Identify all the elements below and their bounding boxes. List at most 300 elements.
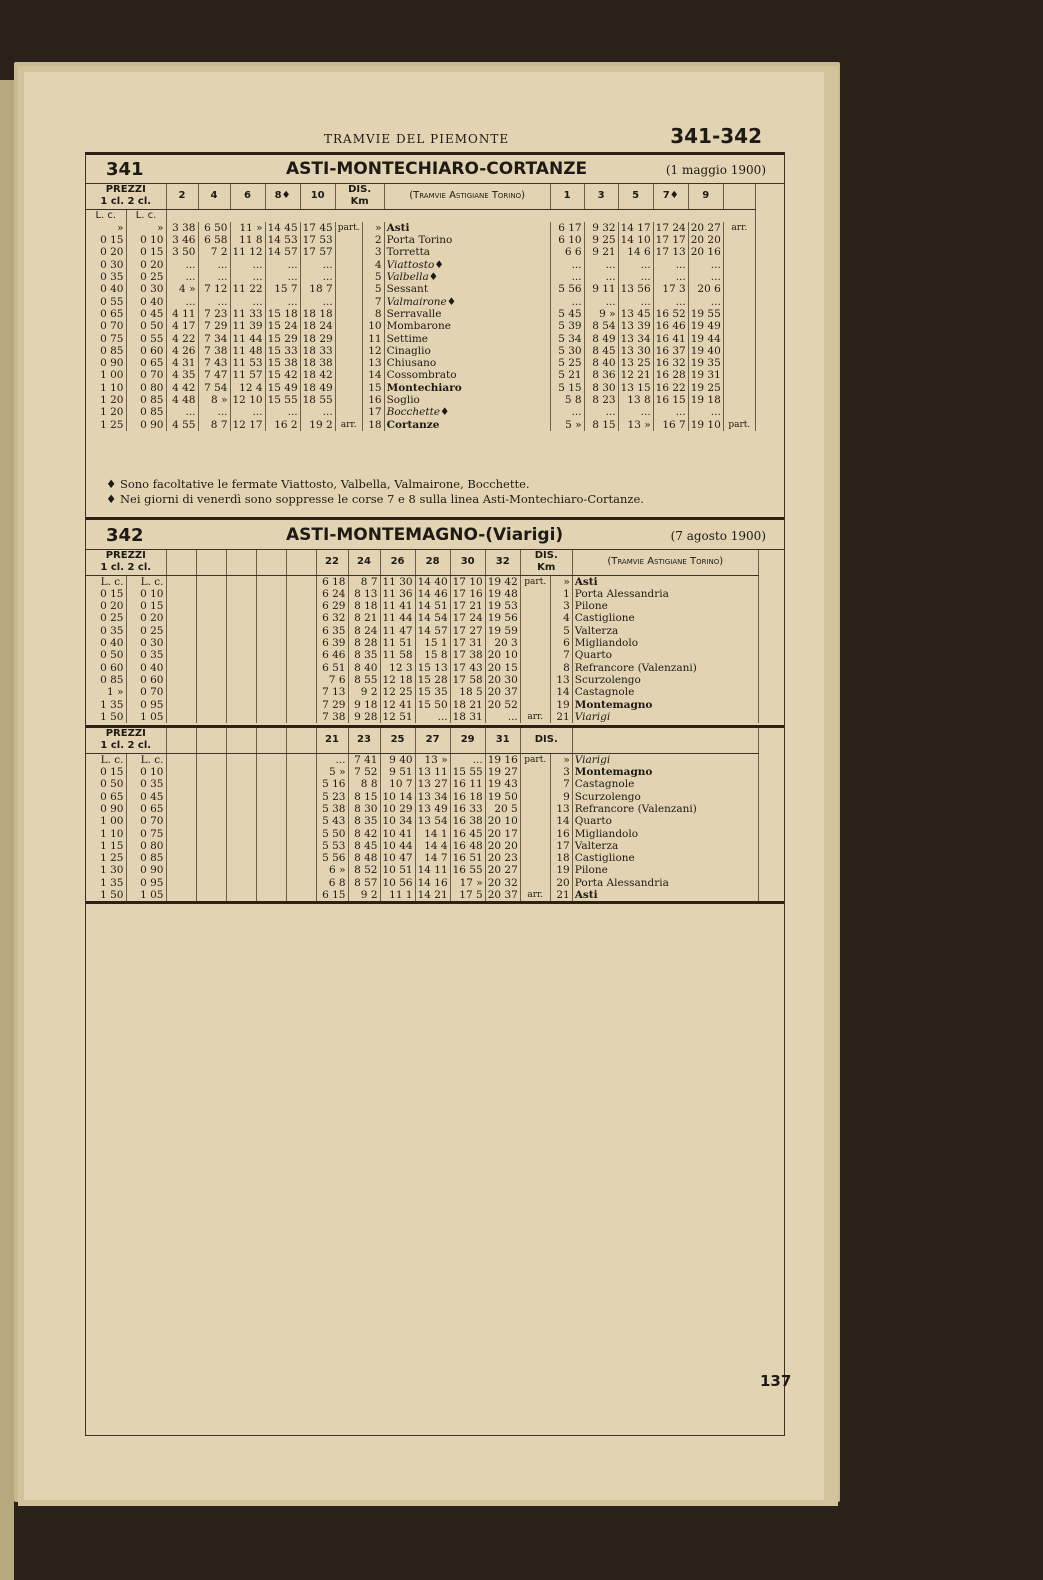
empty-cell [226,889,256,901]
departure-time: 14 45 [265,222,300,234]
departure-time: 17 24 [450,612,485,624]
station-name: Cossombrato [384,369,550,381]
prezzi-header: PREZZI 1 cl. 2 cl. [86,728,166,753]
empty-cell [226,637,256,649]
departure-time: 17 45 [300,222,335,234]
train-col: 6 [230,184,265,209]
table-342-header [86,521,784,550]
row-marker [723,234,755,246]
departure-time: 20 3 [485,637,520,649]
fare-2nd-class: 0 70 [126,686,166,698]
return-time: 16 52 [653,308,688,320]
departure-time: 12 51 [380,711,415,723]
departure-time: 16 48 [450,840,485,852]
return-time: 5 34 [550,333,584,345]
departure-time: 20 20 [485,840,520,852]
row-marker [520,674,550,686]
train-col: 22 [316,550,348,575]
train-col: 10 [300,184,335,209]
fare-2nd-class: 0 40 [126,662,166,674]
departure-time: 19 2 [300,419,335,431]
distance-km: 12 [362,345,384,357]
fare-2nd-class: 0 90 [126,419,166,431]
departure-time: 12 17 [230,419,265,431]
fare-1st-class: 0 15 [86,588,126,600]
fare-1st-class: 0 60 [86,662,126,674]
return-time: 8 40 [584,357,618,369]
section-end-rule [86,901,784,904]
departure-time: 15 18 [265,308,300,320]
station-name: Porta Torino [384,234,550,246]
departure-time: 16 18 [450,791,485,803]
table-342-grid-return [86,728,759,901]
departure-time: 4 17 [166,320,198,332]
return-time: 14 10 [618,234,653,246]
row-marker [723,406,755,418]
departure-time: 18 18 [300,308,335,320]
footnote: ♦ Nei giorni di venerdì sono soppresse le corse 7 e 8 sulla linea Asti-Montechiaro-Cortanze. [106,492,644,506]
departure-time: 16 38 [450,815,485,827]
departure-time: 8 55 [348,674,380,686]
departure-time: 15 50 [415,699,450,711]
fare-2nd-class: 0 20 [126,259,166,271]
return-time: 16 41 [653,333,688,345]
row-marker: arr. [520,711,550,723]
prezzi-header: PREZZI 1 cl. 2 cl. [86,550,166,575]
fare-2nd-class: 0 85 [126,406,166,418]
empty-cell [286,674,316,686]
empty-cell [166,852,196,864]
departure-time: 14 57 [265,246,300,258]
empty-cell [166,889,196,901]
table-row [86,394,755,406]
row-marker [520,877,550,889]
departure-time: 7 54 [198,382,230,394]
return-time: 19 55 [688,308,723,320]
row-marker [723,259,755,271]
departure-time: 20 52 [485,699,520,711]
empty-cell [286,877,316,889]
row-marker [335,406,362,418]
table-row [86,864,758,876]
departure-time: ... [230,406,265,418]
fare-2nd-class: 0 80 [126,840,166,852]
company-label: (Tramvie Astigiane Torino) [384,184,550,209]
departure-time: 15 38 [265,357,300,369]
row-marker [723,369,755,381]
folio: 137 [760,1372,792,1390]
fare-1st-class: 1 30 [86,864,126,876]
station-name: Montechiaro [384,382,550,394]
fare-1st-class: 1 20 [86,406,126,418]
empty-cell [166,864,196,876]
page [24,72,824,1500]
fare-1st-class: L. c. [86,753,126,766]
departure-time: 20 37 [485,889,520,901]
fare-2nd-class: 0 30 [126,637,166,649]
return-time: 19 40 [688,345,723,357]
fare-1st-class: 0 90 [86,803,126,815]
empty-cell [226,662,256,674]
departure-time: 19 16 [485,753,520,766]
empty-cell [286,662,316,674]
table-row [86,600,758,612]
departure-time: 13 27 [415,778,450,790]
departure-time: 11 44 [230,333,265,345]
departure-time: ... [265,259,300,271]
empty-cell [286,637,316,649]
fare-1st-class: 1 35 [86,877,126,889]
return-time: 16 46 [653,320,688,332]
return-time: 19 44 [688,333,723,345]
empty-col [166,728,196,753]
station-name: Viarigi [572,753,758,766]
fare-1st-class: L. c. [86,575,126,588]
distance-km: 13 [550,803,572,815]
row-marker: part. [520,575,550,588]
departure-time: 11 1 [380,889,415,901]
table-row [86,406,755,418]
return-time: 19 18 [688,394,723,406]
departure-time: 20 23 [485,852,520,864]
empty-cell [196,625,226,637]
departure-time: 8 7 [348,575,380,588]
empty-cell [196,637,226,649]
fare-2nd-class: 0 45 [126,791,166,803]
departure-time: 8 35 [348,815,380,827]
station-header [572,728,758,753]
departure-time: 13 » [415,753,450,766]
fare-2nd-class: 1 05 [126,889,166,901]
distance-km: 21 [550,711,572,723]
departure-time: ... [300,296,335,308]
departure-time: 8 45 [348,840,380,852]
distance-km: 19 [550,864,572,876]
empty-cell [286,852,316,864]
station-name: Asti [384,222,550,234]
empty-cell [286,840,316,852]
empty-cell [166,686,196,698]
return-time: 5 21 [550,369,584,381]
empty-cell [256,686,286,698]
departure-time: ... [166,406,198,418]
row-marker [335,271,362,283]
departure-time: 14 46 [415,588,450,600]
departure-time: ... [300,271,335,283]
row-marker: part. [335,222,362,234]
station-name: Bocchette♦ [384,406,550,418]
return-time: ... [550,271,584,283]
departure-time: 20 37 [485,686,520,698]
departure-time: 11 58 [380,649,415,661]
return-time: 17 3 [653,283,688,295]
station-name: Scurzolengo [572,674,758,686]
departure-time: 18 5 [450,686,485,698]
departure-time: 11 22 [230,283,265,295]
departure-time: 14 4 [415,840,450,852]
departure-time: 18 38 [300,357,335,369]
row-marker [520,600,550,612]
row-marker [520,649,550,661]
table-title: ASTI-MONTECHIARO-CORTANZE [286,159,588,179]
departure-time: 11 33 [230,308,265,320]
distance-km: 21 [550,889,572,901]
row-marker [335,382,362,394]
departure-time: 14 53 [265,234,300,246]
empty-cell [196,612,226,624]
station-name: Castiglione [572,852,758,864]
empty-cell [196,753,226,766]
fare-2nd-class: 0 25 [126,625,166,637]
empty-cell [166,753,196,766]
distance-km: 3 [550,766,572,778]
departure-time: 14 21 [415,889,450,901]
row-marker [520,815,550,827]
table-row [86,699,758,711]
departure-time: 9 18 [348,699,380,711]
empty-cell [226,588,256,600]
station-name: Castiglione [572,612,758,624]
departure-time: 8 57 [348,877,380,889]
return-time: 9 25 [584,234,618,246]
fare-1st-class: 1 50 [86,889,126,901]
return-time: 6 17 [550,222,584,234]
train-col: 2 [166,184,198,209]
departure-time: 7 43 [198,357,230,369]
departure-time: 6 » [316,864,348,876]
empty-cell [226,852,256,864]
departure-time: 6 32 [316,612,348,624]
station-name: Porta Alessandria [572,877,758,889]
distance-km: 4 [362,259,384,271]
departure-time: 17 » [450,877,485,889]
train-col: 30 [450,550,485,575]
return-time: 6 6 [550,246,584,258]
table-row [86,345,755,357]
fare-1st-class: 0 70 [86,320,126,332]
empty-cell [166,699,196,711]
return-time: 5 30 [550,345,584,357]
fare-2nd-class: » [126,222,166,234]
table-row [86,711,758,723]
row-marker [723,394,755,406]
return-time: 16 15 [653,394,688,406]
distance-km: 13 [362,357,384,369]
departure-time: 11 39 [230,320,265,332]
departure-time: 9 40 [380,753,415,766]
station-name: Quarto [572,815,758,827]
distance-km: 19 [550,699,572,711]
fare-1st-class: » [86,222,126,234]
distance-km: 10 [362,320,384,332]
station-name: Montemagno [572,766,758,778]
station-name: Migliandolo [572,637,758,649]
empty-cell [226,840,256,852]
empty-cell [196,674,226,686]
fare-1st-class: 0 30 [86,259,126,271]
departure-time: 10 34 [380,815,415,827]
departure-time: ... [415,711,450,723]
empty-cell [286,753,316,766]
departure-time: 8 28 [348,637,380,649]
distance-km: 1 [550,588,572,600]
departure-time: 8 7 [198,419,230,431]
distance-km: 20 [550,877,572,889]
row-marker [520,662,550,674]
empty-col [286,728,316,753]
fare-2nd-class: 0 15 [126,600,166,612]
departure-time: 9 2 [348,686,380,698]
distance-km: 3 [550,600,572,612]
timetable-342 [86,521,784,904]
table-number: 342 [106,525,144,546]
empty-cell [286,889,316,901]
return-time: 6 10 [550,234,584,246]
fare-1st-class: 1 00 [86,369,126,381]
empty-cell [256,840,286,852]
distance-km: 16 [550,828,572,840]
fare-2nd-class: L. c. [126,753,166,766]
departure-time: 11 41 [380,600,415,612]
empty-cell [286,815,316,827]
return-time: 8 15 [584,419,618,431]
station-name: Asti [572,575,758,588]
departure-time: 17 58 [450,674,485,686]
departure-time: 20 5 [485,803,520,815]
distance-km: 5 [362,283,384,295]
return-time: 9 » [584,308,618,320]
return-time: ... [618,406,653,418]
return-time: 20 6 [688,283,723,295]
table-row [86,588,758,600]
departure-time: 14 40 [415,575,450,588]
return-time: 14 6 [618,246,653,258]
fare-1st-class: 1 20 [86,394,126,406]
departure-time: 17 21 [450,600,485,612]
row-marker: arr. [335,419,362,431]
row-marker [335,333,362,345]
return-time: ... [653,406,688,418]
departure-time: 19 27 [485,766,520,778]
station-name: Quarto [572,649,758,661]
table-row [86,612,758,624]
departure-time: 16 45 [450,828,485,840]
empty-cell [256,612,286,624]
row-marker [723,308,755,320]
table-date: (1 maggio 1900) [665,163,766,177]
departure-time: 15 55 [450,766,485,778]
departure-time: 17 31 [450,637,485,649]
departure-time: 20 32 [485,877,520,889]
departure-time: 18 29 [300,333,335,345]
departure-time: 8 42 [348,828,380,840]
empty-cell [196,791,226,803]
row-marker [723,283,755,295]
return-time: ... [688,296,723,308]
empty-cell [286,612,316,624]
station-name: Soglio [384,394,550,406]
departure-time: 3 50 [166,246,198,258]
empty-cell [196,600,226,612]
departure-time: 19 53 [485,600,520,612]
train-col: 32 [485,550,520,575]
table-row [86,296,755,308]
departure-time: 4 48 [166,394,198,406]
empty-cell [166,766,196,778]
departure-time: ... [450,753,485,766]
distance-km: 18 [362,419,384,431]
row-marker [520,840,550,852]
departure-time: 16 2 [265,419,300,431]
empty-cell [166,840,196,852]
departure-time: 7 41 [348,753,380,766]
fare-1st-class: 1 00 [86,815,126,827]
departure-time: 6 8 [316,877,348,889]
row-marker [335,308,362,320]
table-row [86,840,758,852]
return-time: 16 37 [653,345,688,357]
return-time: 13 8 [618,394,653,406]
empty-col [256,728,286,753]
departure-time: 7 34 [198,333,230,345]
return-time: 19 49 [688,320,723,332]
empty-cell [196,699,226,711]
empty-cell [226,686,256,698]
distance-km: 17 [550,840,572,852]
fare-2nd-class: 0 95 [126,699,166,711]
return-time: 19 31 [688,369,723,381]
departure-time: ... [230,296,265,308]
fare-1st-class: 0 15 [86,766,126,778]
fare-2nd-class: 0 20 [126,612,166,624]
empty-cell [166,600,196,612]
departure-time: 15 35 [415,686,450,698]
fare-2nd-class: 0 60 [126,345,166,357]
fare-1st-class: 1 10 [86,828,126,840]
departure-time: 16 55 [450,864,485,876]
empty-col [196,728,226,753]
return-time: 19 35 [688,357,723,369]
departure-time: 11 48 [230,345,265,357]
row-marker [520,864,550,876]
empty-col [226,550,256,575]
row-marker [723,357,755,369]
station-name: Scurzolengo [572,791,758,803]
fare-1st-class: 0 40 [86,637,126,649]
station-name: Cortanze [384,419,550,431]
table-date: (7 agosto 1900) [670,529,766,543]
table-row [86,283,755,295]
departure-time: 5 » [316,766,348,778]
table-row [86,803,758,815]
table-row [86,828,758,840]
table-row [86,686,758,698]
departure-time: ... [230,271,265,283]
distance-km: 16 [362,394,384,406]
station-name: Pilone [572,864,758,876]
departure-time: 17 27 [450,625,485,637]
return-time: ... [584,406,618,418]
empty-cell [226,877,256,889]
departure-time: 6 50 [198,222,230,234]
empty-cell [286,600,316,612]
departure-time: 15 29 [265,333,300,345]
return-time: ... [618,259,653,271]
departure-time: 6 51 [316,662,348,674]
departure-time: 12 18 [380,674,415,686]
table-341-header [86,155,784,184]
station-name: Castagnole [572,686,758,698]
